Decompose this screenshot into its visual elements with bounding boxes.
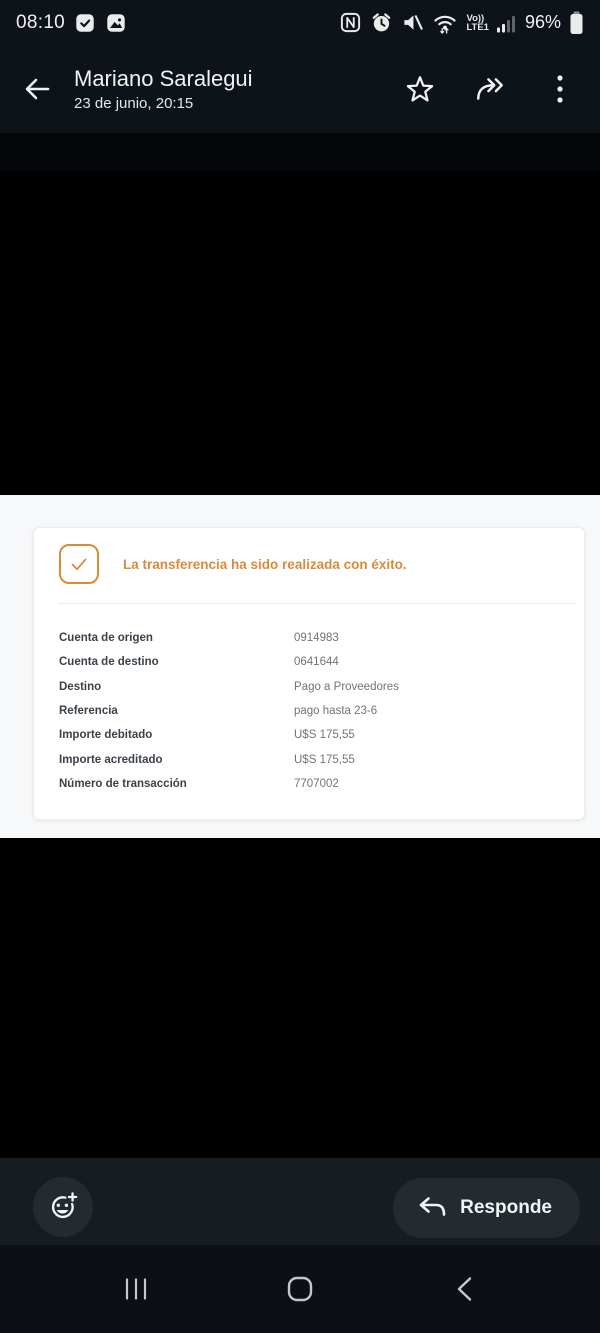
mute-icon — [401, 11, 424, 34]
reply-arrow-icon — [417, 1195, 447, 1221]
back-button[interactable] — [14, 66, 60, 112]
alarm-icon — [370, 11, 393, 34]
message-action-bar — [0, 1158, 600, 1245]
receipt-row-transaction-number: Número de transacción 7707002 — [59, 777, 339, 790]
recents-icon — [123, 1277, 149, 1301]
add-reaction-icon — [46, 1190, 80, 1224]
check-icon — [66, 551, 92, 577]
success-message: La transferencia ha sido realizada con éxito. — [123, 556, 407, 572]
home-button[interactable] — [276, 1265, 324, 1313]
battery-percent: 96% — [524, 12, 561, 32]
sender-name: Mariano Saralegui — [74, 66, 253, 91]
back-nav-button[interactable] — [440, 1265, 488, 1313]
add-reaction-button[interactable] — [33, 1177, 93, 1237]
receipt-row-credited-amount: Importe acreditado U$S 175,55 — [59, 753, 355, 766]
status-bar — [0, 0, 600, 45]
back-chevron-icon — [455, 1276, 473, 1302]
wifi-calling-icon — [432, 11, 458, 35]
forward-button[interactable] — [470, 69, 510, 109]
star-icon — [404, 73, 436, 105]
image-dark-area — [0, 133, 600, 171]
check-notification-icon — [74, 12, 96, 34]
photo-notification-icon — [105, 12, 127, 34]
home-icon — [287, 1276, 313, 1302]
nfc-icon — [339, 11, 362, 34]
signal-bars-icon — [497, 11, 517, 35]
success-check-badge — [59, 544, 99, 584]
back-arrow-icon — [22, 74, 52, 104]
system-navigation-bar — [0, 1245, 600, 1333]
reply-button-label: Responde — [460, 1197, 552, 1218]
recents-button[interactable] — [112, 1265, 160, 1313]
media-viewer-header — [0, 45, 600, 133]
receipt-row-destination-account: Cuenta de destino 0641644 — [59, 656, 339, 669]
receipt-row-reference: Referencia pago hasta 23-6 — [59, 705, 378, 718]
receipt-details — [59, 626, 570, 796]
receipt-row-debited-amount: Importe debitado U$S 175,55 — [59, 729, 355, 742]
volte-indicator: Vo)) LTE1 — [466, 12, 489, 33]
receipt-row-origin-account: Cuenta de origen 0914983 — [59, 632, 339, 645]
battery-icon — [569, 10, 584, 36]
divider — [58, 603, 576, 604]
menu-button[interactable] — [540, 69, 580, 109]
receipt-row-destination: Destino Pago a Proveedores — [59, 680, 399, 693]
system-status-icons — [339, 10, 584, 36]
conversation-info[interactable] — [74, 66, 400, 112]
clock: 08:10 — [16, 11, 66, 33]
transfer-receipt-card — [33, 527, 585, 820]
star-button[interactable] — [400, 69, 440, 109]
forward-icon — [474, 75, 506, 103]
kebab-menu-icon — [556, 73, 564, 105]
message-timestamp: 23 de junio, 20:15 — [74, 95, 194, 112]
reply-button[interactable] — [393, 1178, 580, 1238]
